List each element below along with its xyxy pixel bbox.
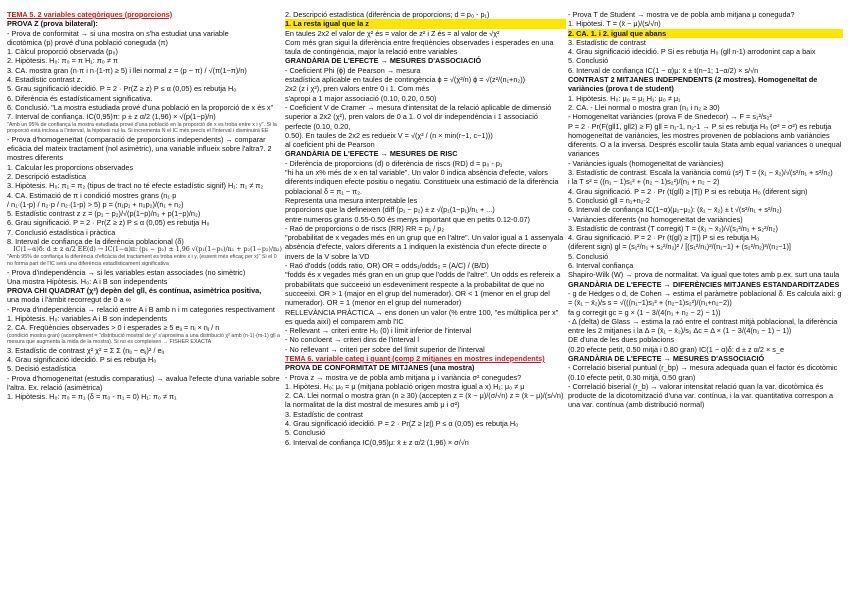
col1-line: (condició mostra gran) (acompliment = "distribució mostral de χ² s'aproxima a una distribució χ² amb (n-1)·(m-1) gll a mesura que augmenta la mida de la mostra). Si no es compleixen → FISHER EXACTA bbox=[7, 332, 280, 346]
col2-line: s'apropi a 1 major associació (0.10, 0.20, 0.50) bbox=[285, 93, 437, 103]
col2-line: "fodds és x vegades més gran en un grup que l'odds de l'altre". Un odds es refereix a probabilitats que succeeixi un esdeveniment respecte a la probabilitat de que no succeeixi. OR > 1 (major en el grup del numerador). OR < 1 (menor en el grup del numerador). OR = 1 (menor en el grup del numerador) bbox=[285, 270, 561, 308]
col1-line: 8. Interval de confiança de la diferència poblacional (δ) bbox=[7, 237, 184, 247]
col3-line: - Variàncies diferents (no homogeneïtat de variàncies) bbox=[568, 214, 743, 224]
col1-line: 6. Diferència és estadísticament significativa. bbox=[7, 93, 153, 103]
col3-line: 6. Interval de confiança IC(1 − α)μ: x̄ ± t(n−1; 1−α/2) × s/√n bbox=[568, 65, 759, 75]
col2-line: 2. Descripció estadística (diferència de proporcions; d = p₀ - p₁) bbox=[285, 10, 490, 19]
col3-line: 3. Estadístic de contrast. Escala la variància comú (s²) T = (x̄₁ − x̄₂)/√(s²/n₁ + s²/n₂) bbox=[568, 168, 833, 178]
col3-line: - g de Hedges o d, de Cohen → estima el paràmetre poblacional δ. Es calcula així: g = (x̄₁ − x̄₂)/s s = √(((n₁−1)s₁² + (n₂−1)s₂²)/(n₁+n₂−2)) bbox=[568, 288, 842, 308]
col1-line: 3. Estadístic de contrast χ² χ² = Σ Σ (nᵢⱼ − eᵢⱼ)² / eᵢⱼ bbox=[7, 345, 164, 355]
col3-line: 2. CA. - Llei normal o mostra gran (n₁ i n₂ ≥ 30) bbox=[568, 102, 720, 112]
col3-line: 1. Hipòtesi. T = (x̄ − μ)/(s/√n) bbox=[568, 19, 661, 29]
col1-line: - Prova de conformitat → si una mostra on s'ha estudiat una variable bbox=[7, 28, 229, 38]
col3-line: CONTRAST 2 MITJANES INDEPENDENTS (2 mostres). Homogeneïtat de variàncies (prova t de student) bbox=[568, 75, 818, 94]
col2-line: "probabilitat de x vegades més en un grup que en l'altre". Un valor igual a 1 assenyala absència d'efecte, valors diferents a 1 indiquen la existència d'un efecte directe o invers de la V sobre la VD bbox=[285, 233, 564, 261]
col2-line: al coeficient phi de Pearson bbox=[285, 140, 375, 150]
col1-line: 4. CA. Estimació de π i condició mostres grans (n₁·p bbox=[7, 190, 177, 200]
col3-line: 4. Grau significació. P = 2 · Pr (t(gl) ≥ |T|) P si es rebutja H₀ bbox=[568, 233, 760, 243]
col2-line: 3. Estadístic de contrast bbox=[285, 409, 363, 419]
col2-line: PROVA DE CONFORMITAT DE MITJANES (una mostra) bbox=[285, 363, 475, 373]
col1-line: - Prova d'homogeneïtat (estudis comparatius) → avalua l'efecte d'una variable sobre l'altra. Ex. relació (asimètrica) bbox=[7, 373, 280, 392]
col2-line: 1. Hipòtesi. H₀: μ₀ = μ (mitjana població origen mostra igual a x) H₁: μ₀ ≠ μ bbox=[285, 381, 525, 391]
col3-line: 4. Grau significació. P = 2 · Pr (t(gll) ≥ |T|) P si es rebutja H₀ (diferent sign) bbox=[568, 186, 808, 196]
col3-line: - Homogeneïtat variàncies (prova F de Snedecor) → F = s₁²/s₂² bbox=[568, 112, 772, 122]
col1-line: una moda i l'àmbit recorregut de 0 a ∞ bbox=[7, 295, 131, 305]
col1-line: "Amb 95% de confiança la diferència d'eficàcia del tractament es troba entre x i y, (essent més eficaç per x)" Si el 0 no forma part de l'IC serà una diferència estadísticament significativa bbox=[7, 254, 277, 267]
col1-line: - Prova d'independència → si les variables estan associades (no simètric) bbox=[7, 267, 246, 277]
col1-line: 5. Grau significació idecidió. P = 2 · Pr(Z ≥ z) P ≤ α (0,05) es rebutja H₀ bbox=[7, 84, 237, 94]
col3-line: 3. Estadístic de contrast bbox=[568, 37, 646, 47]
col3-line: - Correlació biserial (r_b) → valorar intensitat relació quan la var. dicotòmica és producte de la dicotomització d'una var. contínua, i la var. quantitativa correspon a una var. contínua (amb distribució normal) bbox=[568, 381, 834, 410]
col1-line: 6. Grau significació. P = 2 · Pr(Z ≥ z) P ≤ α (0,05) es rebutja H₀ bbox=[7, 218, 210, 228]
col2-line: - Prova z → mostra ve de pobla amb mitjana μ i variància σ² conegudes? bbox=[285, 372, 522, 382]
col3-line: 1. Hipòtesis. H₀: μ₀ = μ₁ H₁: μ₀ ≠ μ₁ bbox=[568, 93, 681, 103]
col2-line: 2. CA. Llei normal o mostra gran (n ≥ 30) (accepten z = (x̄ − μ)/(σ/√n) z = (x̄ − μ)/(s/√n) bbox=[285, 391, 564, 401]
col1-line: IC(1−α)δ: d ± z α/2 EE(d) → IC(1−α)π: (p₁ − p₂) ± 1,96 √(p₁(1−p₁)/n₁ + p₂(1−p₂)/n₂) bbox=[13, 246, 282, 254]
col1-line: 1. Hipòtesis. H₀: variables A i B son independents bbox=[7, 313, 168, 323]
col2-line: - Raó d'odds (odds ratio, OR) OR = odds₁/odds₂ = (A/C) / (B/D) bbox=[285, 261, 489, 271]
col1-line: 5. Estadístic contrast z z = (p₁ − p₂)/√(p(1−p)/n₁ + p(1−p)/n₂) bbox=[7, 209, 201, 219]
col1-line: 3. CA. mostra gran (n·π i n·(1-π) ≥ 5) i llei normal z = (p − π) / √(π(1−π)/n) bbox=[7, 65, 247, 75]
col2-line: RELLEVÀNCIA PRÀCTICA → ens donen un valor (% entre 100, "es múltiplica per x" es queda així) el comparem amb l'IC bbox=[285, 307, 559, 326]
col3-line: i la T s² = ((n₁ − 1)s₁² + (n₂ − 1)s₂²)/(n₁ + n₂ − 2) bbox=[568, 177, 720, 187]
col1-line: - Prova d'independència → relació entre A i B amb n i m categories respectivament bbox=[7, 304, 275, 314]
col2-line: - No concloent → criteri dins de l'interval l bbox=[285, 335, 420, 345]
col1-line: Una mostra Hipòtesis. H₀: A i B son independents bbox=[7, 276, 168, 286]
col3-line: GRANDÀRIA DE L'EFECTE → MESURES D'ASSOCIACIÓ bbox=[568, 353, 765, 363]
col1-line: 2. CA. Freqüències observades > 0 i esperades ≥ 5 eᵢⱼ = nᵢ × nⱼ / n bbox=[7, 323, 220, 333]
col1-line: 1. Calcular les proporcions observades bbox=[7, 162, 134, 172]
col3-line: GRANDÀRIA DE L'EFECTE → DIFERÈNCIES MITJANES ESTANDARDITZADES bbox=[568, 279, 840, 289]
col2-line: - Rellevant → criteri entre H₀ (0) i límit inferior de l'interval bbox=[285, 326, 472, 336]
col3-line: - Prova T de Student → mostra ve de pobla amb mitjana μ coneguda? bbox=[568, 10, 795, 19]
col1-line: 2. Descripció estadística bbox=[7, 171, 87, 181]
col2-line: 2x2 (z i χ²), pren valors entre 0 i 1. Com més bbox=[285, 84, 430, 94]
col1-line: 1. Càlcul proporció observada (p₀) bbox=[7, 47, 118, 57]
col2-line: GRANDÀRIA DE L'EFECTE → MESURES D'ASSOCIACIÓ bbox=[285, 56, 482, 66]
column-left bbox=[7, 10, 282, 402]
col2-line: 0.50). En taules de 2x2 es redueix V = √(χ² / (n × min(r−1, c−1))) bbox=[285, 130, 493, 140]
col1-line: PROVA CHI QUADRAT (χ²) depèn del gll, és contínua, asimètrica positiva, bbox=[7, 286, 262, 296]
col1-line: / n₁·(1-p) / n₂·p / n₂·(1-p) > 5) p = (n₁p₁ + n₂p₂)/(n₁ + n₂) bbox=[7, 199, 184, 209]
col1-line: - Prova d'homogeneïtat (comparació de proporcions independents) → comparar eficàcia del mateix tractament (nol asimètric), una variable influeix sobre l'altra?. 2 mostres diferents bbox=[7, 134, 272, 163]
col3-line: fa g corregit gc = g × (1 − 3/(4(n₁ + n₂ − 2) − 1)) bbox=[568, 307, 721, 317]
col3-line: 5. Conclusió gll = n₁+n₂-2 bbox=[568, 195, 650, 205]
col2-line: En taules 2x2 el valor de χ² és = valor de z² i Z és = al valor de √χ² bbox=[285, 28, 500, 38]
col1-line: TEMA 5. 2 variables categòriques (proporcions) bbox=[7, 10, 173, 19]
col2-line: - Raó de proporcions o de riscs (RR) RR = p₁ / p₂ bbox=[285, 223, 445, 233]
col1-line: 7. Interval de confiança. IC(0,95)π: p ± z α/2 (1,96) × √(p(1−p)/n) bbox=[7, 112, 216, 122]
col2-line: - Coeficient Phi (ϕ) de Pearson → mesura bbox=[285, 65, 421, 75]
col3-line: - Correlació biserial puntual (r_bp) → mesura adequada quan el factor és dicotòmic (0.10 efecte petit, 0.30 mitjà, 0.50 gran) bbox=[568, 363, 838, 382]
column-middle bbox=[285, 10, 566, 447]
col3-line: 5. Conclusió bbox=[568, 56, 609, 66]
col2-line: 5. Conclusió bbox=[285, 428, 326, 438]
col2-line: 4. Grau significació idecidió. P = 2 · Pr(Z ≥ |z|) P ≤ α (0,05) es rebutja H₀ bbox=[285, 419, 519, 429]
col1-line: 2. Hipòtesis. H₀: π₀ = π H₁: π₀ ≠ π bbox=[7, 56, 118, 66]
col2-line: GRANDÀRIA DE L'EFECTE → MESURES DE RISC bbox=[285, 149, 458, 159]
col1-line: dicotòmica (p) prové d'una població coneguda (π) bbox=[7, 37, 168, 47]
col1-line: 6. Conclusió. "La mostra estudiada prové d'una població en la proporció de x és x" bbox=[7, 102, 274, 112]
col1-line: 4. Estadístic contrast z. bbox=[7, 75, 83, 85]
col3-line: 5. Conclusió bbox=[568, 251, 609, 261]
col3-line: (diferent sign) gl = (s₁²/n₁ + s₂²/n₂)² / [(s₁²/n₁)²/(n₁−1) + (s₂²/n₂)²/(n₂−1)] bbox=[568, 242, 791, 252]
col1-line: 3. Hipòtesis. H₀: π₁ = π₂ (tipus de tract no té efecte estadístic signif) H₁: π₁ ≠ π₂ bbox=[7, 181, 264, 191]
col2-line: 1. La resta igual que la z bbox=[285, 19, 566, 28]
col3-line: 3. Estadístic de contrast (T corregit) T = (x̄₁ − x̄₂)/√(s₁²/n₁ + s₂²/n₂) bbox=[568, 223, 778, 233]
col3-line: - Variàncies iguals (homogeneïtat de variàncies) bbox=[568, 158, 724, 168]
col1-line: 7. Conclusió estadística i pràctica bbox=[7, 227, 116, 237]
col2-line: - No rellevant → criteri per sobre del límit superior de l'interval bbox=[285, 344, 485, 354]
col3-line: 2. CA. 1. i 2. igual que abans bbox=[568, 29, 843, 38]
col2-line: - Coeficient V de Cramer → mesura d'intensitat de la relació aplicable de dimensió superior a 2x2 (χ²), pren valors de 0 a 1. 0 vol dir independència i 1 associació perfecte (0.10, 0.20, bbox=[285, 102, 552, 131]
col2-line: entre numeros grans 0.55-0.50 és menys important que en petits 0.12-0.07) bbox=[285, 214, 530, 224]
col2-line: - Diferència de proporcions (d) o diferència de riscs (RD) d = p₀ - p₁ bbox=[285, 158, 503, 168]
col3-line: Shapiro-Wilk (W) → prova de normalitat. Va igual que totes amb p.ex. surt una taula bbox=[568, 270, 840, 280]
col1-line: "Amb un 95% de confiança la mostra estudiada prové d'una població en la proporció de x es troba entre x i y". Si la proporció està inclosa a l'interval, la hipòtesi nul·la. Si incrementa N el IC més precís el l'interval i disminuirà EE bbox=[7, 121, 277, 135]
col3-line: 6. Interval de confiança IC(1−α)(μ₁−μ₂): (x̄₁ − x̄₂) ± t √(s²/n₁ + s²/n₂) bbox=[568, 205, 782, 215]
col2-line: TEMA 6. variable categ i quant (comp 2 mitjanes en mostres independents) bbox=[285, 353, 545, 363]
col2-line: 6. Interval de confiança IC(0,95)μ: x̄ ± z α/2 (1,96) × σ/√n bbox=[285, 437, 469, 447]
col3-line: 4. Grau significació idecidió. P Si es rebutja H₀ (gll n-1) arrodonint cap a baix bbox=[568, 47, 816, 57]
col3-line: DE d'una de les dues poblacions bbox=[568, 335, 675, 345]
col1-line: 1. Hipòtesis. H₀: π₀ = π₁ (δ = π₀ - π₁ = 0) H₁: π₀ ≠ π₁ bbox=[7, 392, 177, 402]
col1-line: 4. Grau significació idecidió. P si es rebutja H₀ bbox=[7, 355, 157, 365]
col3-line: 6. Interval confiança bbox=[568, 261, 634, 271]
col2-line: Representa una mesura interpretable les bbox=[285, 195, 418, 205]
col1-line: PROVA Z (prova bilateral): bbox=[7, 19, 98, 29]
col3-line: - Δ (delta) de Glass → estima la raó entre el contrast mitjà poblacional, la diferència entre les 2 mitjanes i la Δ = (x̄₁ − x̄₂)/s₁ Δc = Δ × (1 − 3/(4(n₁ − 1) − 1)) bbox=[568, 316, 838, 336]
col2-line: la normalitat de la dist mostral de mesures amb μ i σ²) bbox=[285, 400, 460, 410]
col2-line: "hi ha un x% més de x en tal variable". Un valor 0 indica absència d'efecte, valors diferents indiquen efecte positiu o negatiu. Constitueix una estimació de la diferència poblacional δ = π₁ − π₂. bbox=[285, 168, 559, 196]
col2-line: Com més gran sigui la diferència entre freqüències observades i esperades en una taula de contingència, major la relació entre variables bbox=[285, 37, 554, 57]
column-right bbox=[568, 10, 843, 410]
col2-line: estadística aplicable en taules de contingència ϕ = √(χ²/n) ϕ = √(z²/(n₁+n₂)) bbox=[285, 75, 526, 85]
col3-line: (0.20 efecte petit, 0.50 mitjà i 0.80 gran) IC(1 − α)δ: d ± z α/2 × s_e bbox=[568, 344, 785, 354]
col2-line: proporcions que la defineixen (diff (p₁ − p₂) ± z √(p₁(1−p₁)/n₁ + ...) bbox=[285, 205, 495, 215]
col3-line: P = 2 · Pr(F(gll1, gll2) ≥ F) gll = n₁-1, n₂-1 → P si es rebutja H₀ (σ² = σ²) es rebutja homogeneïtat de variàncies, les mostres provenen de poblacions amb variàncies diferents. O a la inversa. Després escollir taula Stata amb equal variances o unequal variances bbox=[568, 121, 842, 159]
col1-line: 5. Decisió estadística bbox=[7, 364, 76, 374]
